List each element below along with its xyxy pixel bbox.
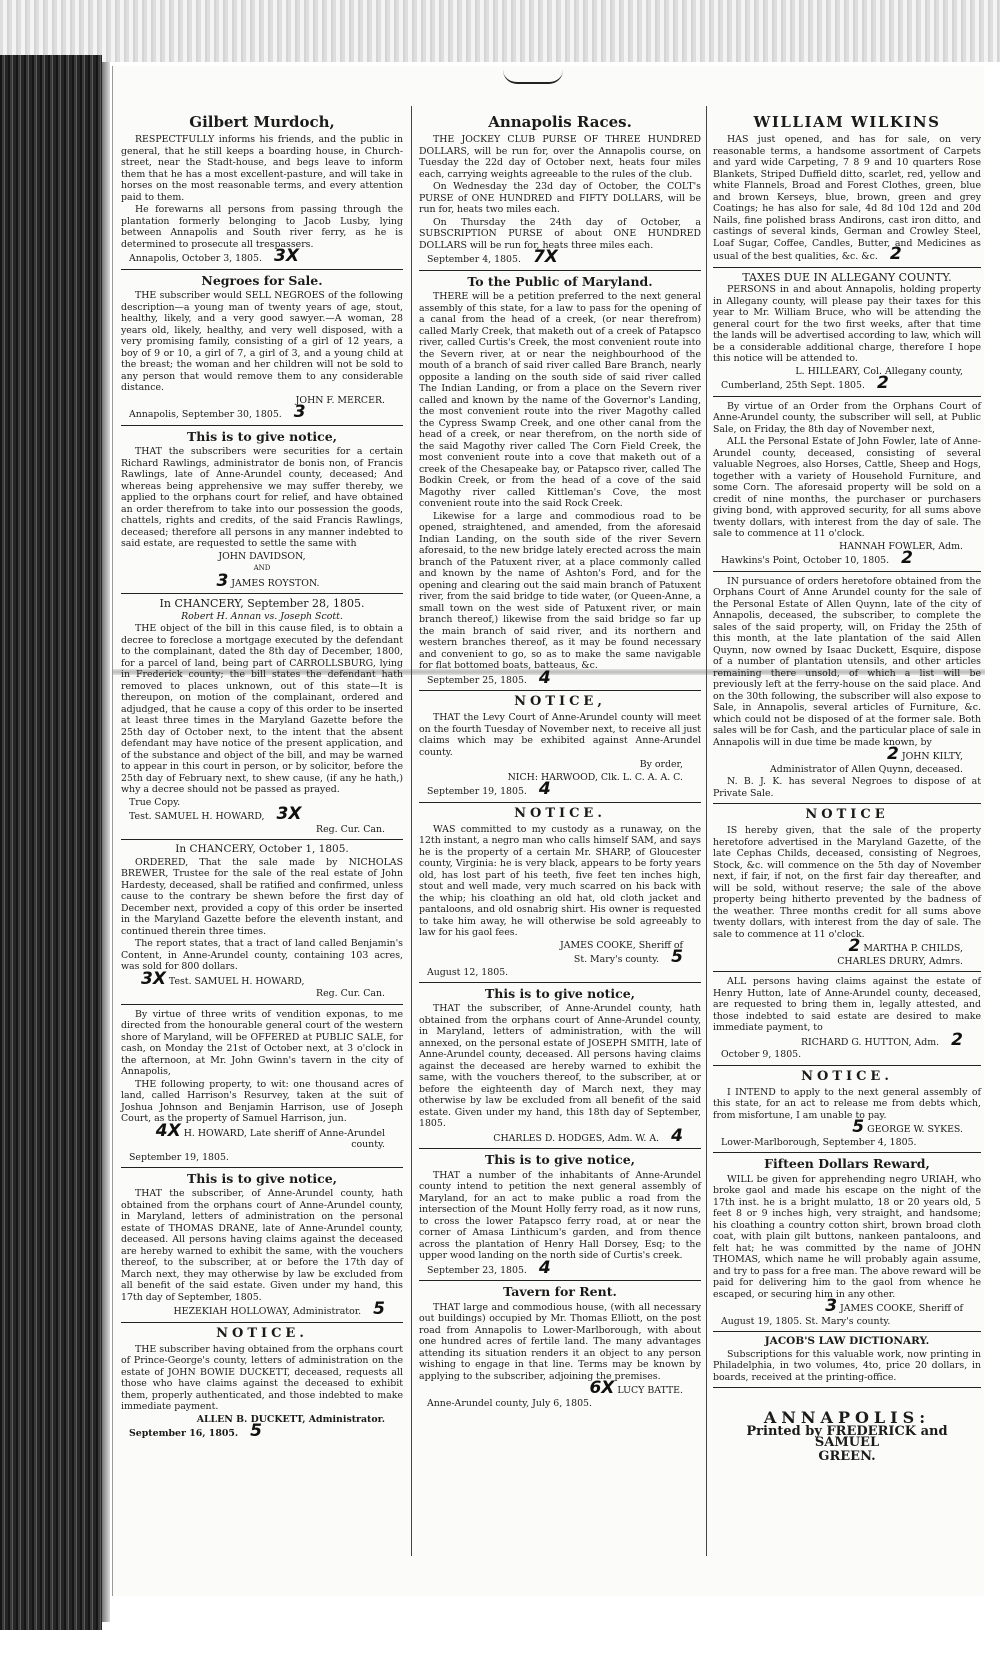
ad-body: THERE will be a petition preferred to the next general assembly of this state, for a law to pass for the opening of a canal from the head of a creek, (or near therefrom) called Marly Creek, that maketh out of a creek of Patapsco river, called Curtis's Creek, the most convenient route into the Severn river, at or near the neighbourhood of the mouth of a branch of said river called Bare Branch, nearly opposite a landing on the south side of said river called The Indian Landing, or from a place on the Severn river called and known by the name of the Governor's Landing, the most convenient route into the river Magothy called the Cypress Swamp Creek, and one other canal from the head of a creek, or near therefrom, on the north side of the said Magothy river called The Corn Field Creek, the most convenient route into a cove that maketh out of a creek of the Chesapeake bay, or Patapsco river, called The Bodkin Creek, or from the head of a cove of the said Magothy river called Kittleman's Cove, the most convenient route into the said Rock Creek.: [419, 291, 701, 510]
ad-body: On Thursday the 24th day of October, a SUBSCRIPTION PURSE of about ONE HUNDRED DOLLARS will be run for, heats three miles each.: [419, 216, 701, 251]
ad-date: September 16, 1805. 5: [129, 1421, 263, 1442]
ad-title: In CHANCERY, September 28, 1805.: [159, 597, 365, 610]
ad-body: WILL be given for apprehending negro URIAH, who broke gaol and made his escape on the night of the 17th inst. he is a bright mulatto, 18 or 20 years old, 5 feet 8 or 9 inches high, very straight, and handsome; his cloathing a country cotton shirt, brown broad cloth coat, with plain gilt buttons, nankeen pantaloons, and felt hat; he was committed by the name of JOHN THOMAS, which name he will probably again assume, and try to pass for a free man. The above reward will be paid for delivering him to the gaol from whence he escaped, or securing him in any other.: [713, 1173, 981, 1300]
handwritten-mark: 2: [889, 244, 902, 265]
handwritten-mark: 2: [951, 1029, 963, 1050]
ad-title: Annapolis Races.: [488, 113, 632, 131]
ad-signature: Administrator of Allen Quynn, deceased.: [770, 763, 963, 775]
handwritten-mark: 3: [293, 402, 306, 423]
column-rule: [706, 106, 707, 1556]
handwritten-mark: 2: [901, 548, 913, 569]
ad-body: THAT a number of the inhabitants of Anne-Arundel county intend to petition the next general assembly of Maryland, for an act to make public a road from the intersection of the Mount Holly ferry road, as it now runs, to cross the lower Patapsco ferry road, at or near the corner of Amasa Linthicum's garden, and from thence across the plantation of Henry Hall Dorsey, Esq; to the upper wood landing on the north side of Curtis's creek.: [419, 1169, 701, 1262]
ad-signature: 3X Test. SAMUEL H. HOWARD,: [141, 968, 305, 989]
column-3: [713, 110, 981, 1462]
ad-body: ALL the Personal Estate of John Fowler, late of Anne-Arundel county, deceased, consisting of several valuable Negroes, also Horses, Cattle, Sheep and Hogs, together with a variety of Household Furniture, and some Corn. The aforesaid property will be sold on a credit of nine months, the purchaser or purchasers giving bond, with approved security, for all sums above twenty dollars, with interest from the day of sale. The sale to commence at 11 o'clock.: [713, 436, 981, 540]
ad-date: Cumberland, 25th Sept. 1805. 2: [721, 373, 889, 394]
ad-title: NOTICE.: [514, 805, 606, 821]
ad-body: He forewarns all persons from passing through the plantation formerly belonging to Jacob Lusby, lying between Annapolis and South river ferry, as he is determined to prosecute all trespassers.: [121, 204, 403, 250]
ad-body: THAT the subscribers were securities for a certain Richard Rawlings, administrator de bonis non, of Francis Rawlings, late of Anne-Arundel county, deceased; And whereas being apprehensive we may suffer thereby, we applied to the orphans court for relief, and have obtained an order therefrom to take into our possession the goods, chattels, rights and credits, of the said Francis Rawlings, deceased; therefore all persons in any manner indebted to said estate, are requested to settle the same with: [121, 446, 403, 549]
handwritten-mark: 3X: [276, 804, 302, 824]
handwritten-mark: 2: [848, 936, 861, 957]
column-rule: [411, 106, 412, 1556]
ad-signature: HANNAH FOWLER, Adm.: [839, 540, 963, 552]
book-spine: [0, 55, 102, 1630]
ad-date: September 19, 1805. 4: [427, 779, 551, 800]
ad-signature: 3 JAMES COOKE, Sheriff of: [825, 1296, 963, 1316]
ad-signature-title: Reg. Cur. Can.: [316, 823, 385, 835]
ad-signature: 6X LUCY BATTE.: [589, 1378, 683, 1399]
ad-signature: JAMES COOKE, Sheriff of: [560, 939, 683, 951]
ad-date: Annapolis, October 3, 1805. 3X: [129, 246, 299, 267]
ad-signature: 4X H. HOWARD, Late sheriff of Anne-Arundel county.: [155, 1120, 385, 1150]
ad-title: NOTICE.: [801, 1068, 893, 1084]
ad-date: Annapolis, September 30, 1805. 3: [129, 402, 306, 423]
ad-signature: JOHN DAVIDSON,: [218, 550, 306, 562]
ad-body: IN pursuance of orders heretofore obtained from the Orphans Court of Anne Arundel county for the sale of the Personal Estate of Allen Quynn, late of the city of Annapolis, deceased, the subscriber, to complete the sales of the said property, will, on Friday the 25th of this month, at the late plantation of the said Allen Quynn, now owned by Isaac Duckett, Esquire, dispose of a number of plantation utensils, and other articles remaining there unsold, of which a list will be previously left at the ferry-house on the said place. And on the 30th following, the subscriber will also expose to Sale, in Annapolis, several articles of Furniture, &c. which could not be disposed of at the former sale. Both sales will be for Cash, and the particular place of sale in Annapolis will in due time be made known, by: [713, 575, 981, 748]
ad-signature: ALLEN B. DUCKETT, Administrator.: [196, 1413, 385, 1425]
page-edge: [102, 62, 110, 1622]
ad-signature: HEZEKIAH HOLLOWAY, Administrator. 5: [173, 1299, 385, 1320]
handwritten-mark: 4: [671, 1125, 683, 1146]
ad-signature: L. HILLEARY, Col. Allegany county,: [795, 365, 963, 377]
ad-date: September 23, 1805. 4: [427, 1257, 551, 1278]
ad-title: NOTICE,: [514, 694, 606, 710]
ad-signature: St. Mary's county. 5: [573, 947, 683, 967]
ad-body: IS hereby given, that the sale of the property heretofore advertised in the Maryland Gazette, of the late Cephas Childs, deceased, consisting of Negroes, Stock, &c. will commence on the 5th day of November next, if fair, if not, on the first fair day thereafter, and will be sold, without reserve; the sale of the above property being hitherto prevented by the badness of the weather. Three months credit for all sums above twenty dollars, with interest from the day of sale. The sale to commence at 11 o'clock.: [713, 825, 981, 940]
ad-title: WILLIAM WILKINS: [753, 113, 941, 131]
column-1: [121, 110, 403, 1441]
ad-body: THE object of the bill in this cause filed, is to obtain a decree to foreclose a mortgage executed by the defendant to the complainant, dated the 8th day of December, 1800, for a parcel of land, being part of CARROLLSBURG, lying in Frederick county; the bill states the defendant hath removed to places unknown, out of this state—It is thereupon, on motion of the complainant, ordered and adjudged, that he cause a copy of this order to be inserted at least three times in the Maryland Gazette before the 25th day of October next, to the intent that the absent defendant may have notice of the present application, and of the substance and object of the bill, and may be warned to appear in this court in person, or by solicitor, before the 25th day of February next, to shew cause, (if any he hath,) why a decree should not be passed as prayed.: [121, 623, 403, 795]
ad-title: NOTICE.: [216, 1325, 308, 1341]
ad-body: THAT the Levy Court of Anne-Arundel county will meet on the fourth Tuesday of November next, to receive all just claims which may be exhibited against Anne-Arundel county.: [419, 712, 701, 758]
ad-note: N. B. J. K. has several Negroes to dispose of at Private Sale.: [713, 776, 981, 799]
header-ornament: [503, 70, 563, 84]
ad-signature-title: Reg. Cur. Can.: [316, 988, 385, 999]
ad-signature: 2 MARTHA P. CHILDS,: [848, 936, 963, 957]
ad-body: PERSONS in and about Annapolis, holding property in Allegany county, will please pay their taxes for this year to Mr. William Bruce, who will be attending the general court for the two first weeks, after that time the lands will be advertised according to law, which will be a considerable additional charge, therefore I hope this notice will be attended to.: [713, 284, 981, 365]
ad-body: THAT the subscriber, of Anne-Arundel county, hath obtained from the orphans court of Anne-Arundel county, in Maryland, letters of administration, with the will annexed, on the personal estate of JOSEPH SMITH, late of Anne-Arundel county, deceased. All persons having claims against the deceased are hereby warned to exhibit the same, with the vouchers thereof, to the subscriber, at or before the eighteenth day of March next, they may otherwise by law be excluded from all benefit of the said estate. Given under my hand, this 18th day of September, 1805.: [419, 1003, 701, 1130]
ad-title: This is to give notice,: [484, 1152, 636, 1168]
ad-body: RESPECTFULLY informs his friends, and the public in general, that he still keeps a boarding house, in Church-street, near the Stadt-house, and begs leave to inform them that he has a most excellent-pasture, and will take in horses on the most reasonable terms, and every attention paid to them.: [121, 134, 403, 203]
handwritten-mark: 2: [876, 373, 889, 394]
handwritten-mark: 4X: [155, 1120, 181, 1141]
handwritten-mark: 3: [825, 1296, 838, 1316]
handwritten-mark: 3: [216, 570, 229, 591]
ad-date: August 12, 1805.: [427, 966, 509, 978]
ad-signature: JOHN F. MERCER.: [295, 394, 385, 406]
ad-title: To the Public of Maryland.: [467, 273, 653, 289]
ad-date: September 19, 1805.: [129, 1151, 229, 1163]
ad-body: THE subscriber would SELL NEGROES of the following description—a young man of twenty years of age, stout, healthy, likely, and a very good sawyer.—A woman, 28 years old, likely, healthy, and very well disposed, with a very promising family, consisting of a girl of 12 years, a boy of 9 or 10, a girl of 7, a girl of 3, and a young child at the breast; the woman and her children will not be sold to any person that would remove them to any considerable distance.: [121, 290, 403, 394]
ad-body: By virtue of an Order from the Orphans Court of Anne-Arundel county, the subscriber will sell, at Public Sale, on Friday, the 8th day of November next,: [713, 400, 981, 435]
imprint-place: ANNAPOLIS:: [763, 1408, 931, 1427]
true-copy: True Copy.: [129, 796, 181, 808]
ad-title: Gilbert Murdoch,: [189, 113, 335, 131]
ad-title: This is to give notice,: [186, 428, 338, 444]
ad-signature: RICHARD G. HUTTON, Adm. 2: [800, 1029, 963, 1050]
handwritten-mark: 4: [538, 779, 551, 800]
ad-signature: Test. SAMUEL H. HOWARD, 3X: [129, 804, 302, 824]
ad-body: Subscriptions for this valuable work, now printing in Philadelphia, in two volumes, 4to, price 20 dollars, in boards, received at the printing-office.: [713, 1348, 981, 1383]
ad-date: Hawkins's Point, October 10, 1805. 2: [721, 548, 913, 569]
ad-signature: 5 GEORGE W. SYKES.: [852, 1117, 963, 1138]
ad-body: ORDERED, That the sale made by NICHOLAS BREWER, Trustee for the sale of the real estate of John Hardesty, deceased, shall be ratified and confirmed, unless cause to the contrary be shewn before the first day of December next, provided a copy of this order be inserted in the Maryland Gazette before the eleventh instant, and continued therein three times.: [121, 856, 403, 937]
handwritten-mark: 5: [671, 947, 683, 967]
handwritten-mark: 5: [373, 1299, 385, 1320]
ad-date: August 19, 1805. St. Mary's county.: [721, 1315, 891, 1327]
handwritten-mark: 3X: [141, 968, 166, 989]
ad-title: This is to give notice,: [186, 1171, 338, 1186]
ad-title: JACOB'S LAW DICTIONARY.: [764, 1335, 930, 1347]
ad-signature: NICH: HARWOOD, Clk. L. C. A. A. C.: [507, 771, 683, 783]
ad-body: THE subscriber having obtained from the orphans court of Prince-George's county, letters of administration on the estate of JOHN BOWIE DUCKETT, deceased, requests all those who have claims against the deceased to exhibit them, properly authenticated, and those indebted to make immediate payment.: [121, 1343, 403, 1413]
handwritten-mark: 5: [852, 1117, 865, 1138]
handwritten-mark: 6X: [589, 1378, 615, 1399]
ad-body: Likewise for a large and commodious road to be opened, straightened, and amended, from the aforesaid Indian Landing, on the south side of the river Severn aforesaid, to the new bridge lately erected across the main branch of the Patuxent river, at a place commonly called and known by the name of Ashton's Ford, and for the opening and clearing out the said main branch of Patuxent river, from the said bridge to tide water, (or Queen-Anne, a small town on the west side of Patuxent river, or main branch thereof,) likewise from the said bridge so far up the main branch of said river, and its northern and western branches thereof, as it may be found necessary and convenient to go, so as to make the same navigable for flat bottomed boats, batteaus, &c.: [419, 510, 701, 672]
ad-signature-and: AND: [253, 564, 271, 572]
imprint: [713, 1408, 981, 1464]
ad-signature: CHARLES D. HODGES, Adm. W. A. 4: [493, 1125, 683, 1146]
ad-body: HAS just opened, and has for sale, on very reasonable terms, a handsome assortment of Carpets and yard wide Carpeting, 7 8 9 and 10 quarters Rose Blankets, Striped Duffield ditto, scarlet, red, yellow and white Flannels, Broad and Forest Clothes, green, blue and brown Kerseys, blue, brown, green and grey Coatings; he has also for sale, 4d 8d 10d 12d and 20d Nails, fine polished brass Andirons, cast iron ditto, and castings of several kinds, German and Crowley Steel, Loaf Sugar, Coffee, Candles, Butter, and Medicines as usual of the best qualities, &c. &c. 2: [713, 134, 981, 265]
ad-body: The report states, that a tract of land called Benjamin's Content, in Anne-Arundel county, containing 103 acres, was sold for 800 dollars.: [121, 938, 403, 972]
ad-body: By virtue of three writs of vendition exponas, to me directed from the honourable general court of the western shore of Maryland, will be OFFERED at PUBLIC SALE, for cash, on Monday the 21st of October next, at 3 o'clock in the afternoon, at Mr. John Gwinn's tavern in the city of Annapolis,: [121, 1008, 403, 1077]
ad-signature: 2 JOHN KILTY,: [886, 744, 963, 765]
ad-date: October 9, 1805.: [721, 1049, 802, 1061]
ad-body: THAT the subscriber, of Anne-Arundel county, hath obtained from the orphans court of Anne-Arundel county, in Maryland, letters of administration on the personal estate of THOMAS DRANE, late of Anne-Arundel county, deceased. All persons having claims against the deceased are hereby warned to exhibit the same, with the vouchers thereof, to the subscriber, at or before the 17th day of March next, they may otherwise by law be excluded from all benefit of the said estate. Given under my hand, this 17th day of September, 1805.: [121, 1188, 403, 1303]
ad-title: TAXES DUE IN ALLEGANY COUNTY.: [742, 270, 952, 284]
handwritten-mark: 3X: [273, 246, 299, 267]
ad-title: Tavern for Rent.: [503, 1284, 617, 1300]
ad-body: THE JOCKEY CLUB PURSE OF THREE HUNDRED DOLLARS, will be run for, over the Annapolis course, on Tuesday the 22d day of October next, heats four miles each, carrying weights agreeable to the rules of the club.: [419, 134, 701, 180]
ad-body: On Wednesday the 23d day of October, the COLT's PURSE of ONE HUNDRED and FIFTY DOLLARS, will be run for, heats two miles each.: [419, 181, 701, 216]
ad-title: Fifteen Dollars Reward,: [764, 1156, 930, 1172]
ad-title: Negroes for Sale.: [201, 272, 323, 288]
imprint-printers: GREEN.: [818, 1448, 876, 1464]
ad-body: WAS committed to my custody as a runaway, on the 12th instant, a negro man who calls himself SAM, and says he is the property of a certain Mr. SHARP, of Gloucester county, Virginia: he is very black, appears to be forty years old, has lost part of his teeth, five feet ten inches high, stout and well made, very much scarred on his back with the whip; his cloathing an old hat, old cloth jacket and pantaloons, and old osnabrig shirt. His owner is requested to take him away, he will otherwise be sold agreeably to law for his gaol fees.: [419, 823, 701, 938]
scan-border-top: [0, 0, 1000, 62]
ad-date: September 25, 1805. 4: [427, 667, 551, 688]
imprint-printers: Printed by FREDERICK and SAMUEL: [746, 1423, 948, 1450]
ad-order: By order,: [639, 759, 683, 771]
handwritten-mark: 4: [538, 1257, 551, 1278]
ad-title: In CHANCERY, October 1, 1805.: [175, 843, 349, 855]
handwritten-mark: 5: [250, 1421, 263, 1442]
ad-body: ALL persons having claims against the estate of Henry Hutton, late of Anne-Arundel county, deceased, are requested to bring them in, legally attested, and those indebted to said estate are desired to make immediate payment, to: [713, 976, 981, 1034]
ad-title: This is to give notice,: [484, 986, 636, 1001]
ad-signature: CHARLES DRURY, Admrs.: [837, 955, 963, 967]
ad-date: Anne-Arundel county, July 6, 1805.: [427, 1397, 592, 1409]
column-2: [419, 110, 701, 1410]
ad-body: THE following property, to wit: one thousand acres of land, called Harrison's Resurvey, taken at the suit of Joshua Johnson and Benjamin Harrison, use of Joseph Court, as the property of Samuel Harrison, jun.: [121, 1078, 403, 1124]
case-parties: Robert H. Annan vs. Joseph Scott.: [181, 610, 343, 622]
ad-body: THAT large and commodious house, (with all necessary out buildings) occupied by Mr. Thomas Elliott, on the post road from Annapolis to Lower-Marlborough, with about one hundred acres of fertile land. The many advantages attending its situation renders it an object to any person wishing to engage in that line. Terms may be known by applying to the subscriber, adjoining the premises.: [419, 1301, 701, 1382]
handwritten-mark: 4: [538, 667, 551, 688]
ad-title: NOTICE: [805, 807, 889, 823]
newspaper-page: [112, 66, 984, 1596]
ad-date: September 4, 1805. 7X: [427, 247, 558, 268]
ad-date: Lower-Marlborough, September 4, 1805.: [721, 1136, 917, 1148]
handwritten-mark: 2: [886, 744, 899, 765]
ad-signature: 3 JAMES ROYSTON.: [216, 570, 320, 591]
handwritten-mark: 7X: [532, 247, 558, 268]
ad-body: I INTEND to apply to the next general assembly of this state, for an act to release me from debts which, from misfortune, I am unable to pay.: [713, 1086, 981, 1121]
